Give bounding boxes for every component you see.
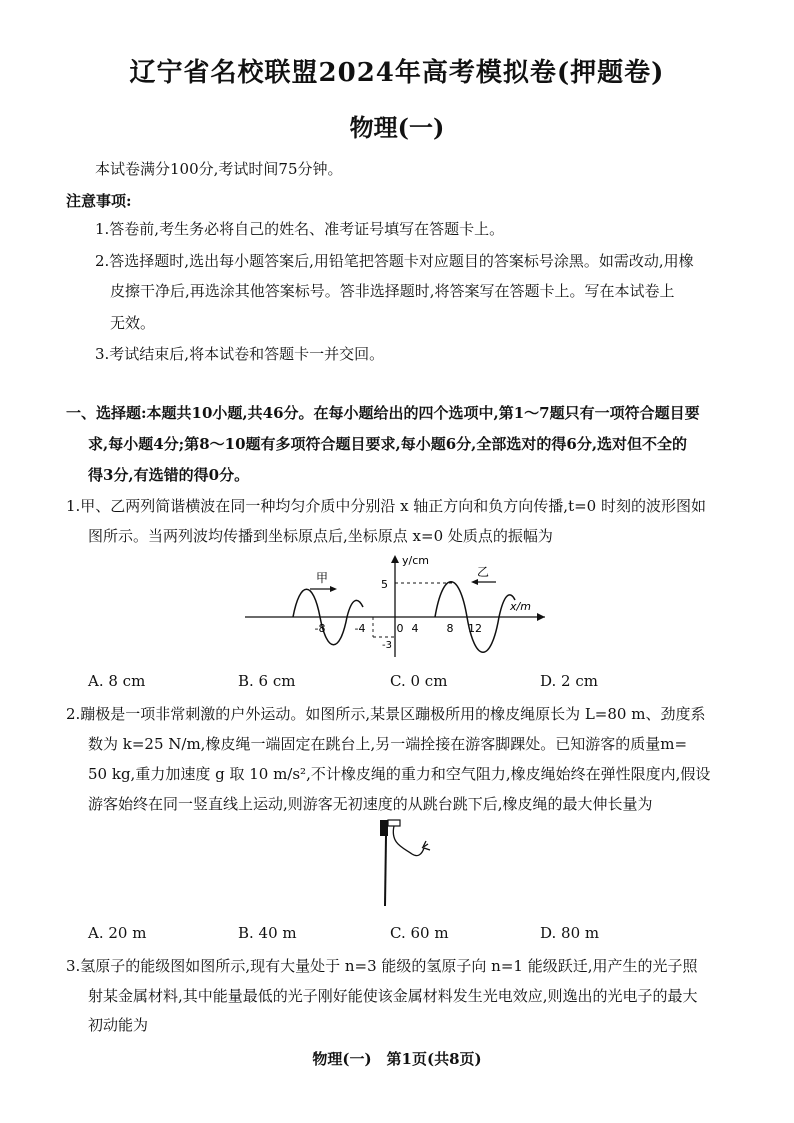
right-arrow-head-icon (330, 586, 337, 592)
question-1-text: 图所示。当两列波均传播到坐标原点后,坐标原点 x=0 处质点的振幅为 (88, 527, 553, 545)
notice-item: 2.答选择题时,选出每小题答案后,用铅笔把答题卡对应题目的答案标号涂黑。如需改动,用橡 (95, 252, 694, 270)
wave-jia-label: 甲 (315, 571, 329, 585)
x-tick: 4 (411, 622, 419, 635)
x-tick: 0 (396, 622, 404, 635)
option-a: A. 8 cm (88, 672, 146, 690)
x-tick: 12 (468, 622, 482, 635)
notice-item: 无效。 (110, 314, 156, 332)
bungee-cord (393, 826, 424, 856)
option-a: A. 20 m (88, 924, 147, 942)
x-axis-label: x/m (510, 600, 531, 613)
option-d: D. 80 m (540, 924, 600, 942)
notice-heading: 注意事项: (66, 192, 132, 210)
page-footer: 物理(一) 第1页(共8页) (312, 1050, 482, 1068)
notice-item: 皮擦干净后,再选涂其他答案标号。答非选择题时,将答案写在答题卡上。写在本试卷上 (110, 282, 675, 300)
y-axis-arrow-icon (391, 555, 399, 563)
option-d: D. 2 cm (540, 672, 598, 690)
y-tick-5: 5 (381, 578, 388, 591)
question-2-text: 50 kg,重力加速度 g 取 10 m/s²,不计橡皮绳的重力和空气阻力,橡皮绳始终在弹性限度内,假设 (88, 765, 711, 783)
exam-title: 辽宁省名校联盟2024年高考模拟卷(押题卷) (129, 58, 665, 88)
wave-figure (240, 552, 550, 662)
tower-line (385, 836, 386, 906)
question-2-text: 2.蹦极是一项非常刺激的户外运动。如图所示,某景区蹦极所用的橡皮绳原长为 L=80 m、劲度系 (66, 705, 706, 723)
bungee-figure (368, 814, 438, 914)
section-instructions: 得3分,有选错的得0分。 (88, 466, 250, 484)
x-tick: 8 (446, 622, 454, 635)
y-tick-neg3: -3 (382, 640, 392, 651)
x-tick: -8 (314, 622, 326, 635)
exam-subtitle: 物理(一) (349, 113, 445, 142)
question-3-text: 射某金属材料,其中能量最低的光子刚好能使该金属材料发生光电效应,则逸出的光电子的最大 (88, 987, 698, 1005)
option-b: B. 40 m (238, 924, 297, 942)
exam-intro: 本试卷满分100分,考试时间75分钟。 (95, 160, 343, 178)
question-3-text: 3.氢原子的能级图如图所示,现有大量处于 n=3 能级的氢原子向 n=1 能级跃迁,用产生的光子照 (66, 957, 698, 975)
question-2-text: 数为 k=25 N/m,橡皮绳一端固定在跳台上,另一端拴接在游客脚踝处。已知游客的质量m= (88, 735, 688, 753)
question-1-text: 1.甲、乙两列简谐横波在同一种均匀介质中分别沿 x 轴正方向和负方向传播,t=0 时刻的波形图如 (66, 497, 706, 515)
option-b: B. 6 cm (238, 672, 296, 690)
option-c: C. 60 m (390, 924, 449, 942)
section-instructions: 一、选择题:本题共10小题,共46分。在每小题给出的四个选项中,第1～7题只有一项符合题目要 (66, 404, 700, 422)
x-tick: -4 (354, 622, 366, 635)
section-instructions: 求,每小题4分;第8～10题有多项符合题目要求,每小题6分,全部选对的得6分,选对但不全的 (88, 435, 688, 453)
x-axis-arrow-icon (537, 613, 545, 621)
left-arrow-head-icon (471, 579, 478, 585)
platform-railing (388, 820, 400, 826)
notice-item: 1.答卷前,考生务必将自己的姓名、准考证号填写在答题卡上。 (95, 220, 505, 238)
notice-item: 3.考试结束后,将本试卷和答题卡一并交回。 (95, 345, 385, 363)
wave-yi-label: 乙 (476, 565, 490, 579)
question-3-text: 初动能为 (88, 1016, 149, 1034)
y-axis-label: y/cm (402, 554, 429, 567)
option-c: C. 0 cm (390, 672, 448, 690)
question-2-text: 游客始终在同一竖直线上运动,则游客无初速度的从跳台跳下后,橡皮绳的最大伸长量为 (88, 795, 653, 813)
platform-icon (380, 820, 388, 836)
